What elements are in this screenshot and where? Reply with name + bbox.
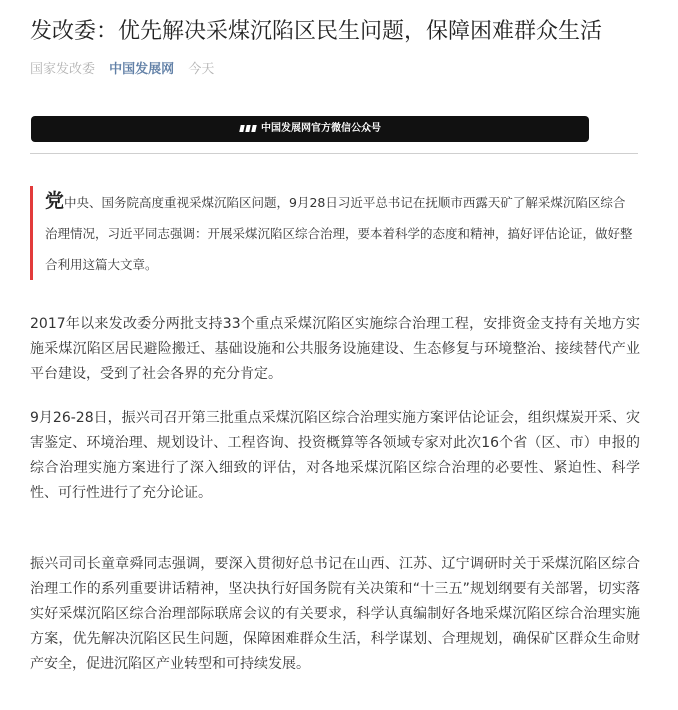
signal-bars-icon <box>239 116 257 142</box>
article-title: 发改委：优先解决采煤沉陷区民生问题，保障困难群众生活 <box>30 19 603 44</box>
article-meta <box>30 60 224 80</box>
paragraph: 9月26-28日，振兴司召开第三批重点采煤沉陷区综合治理实施方案评估论证会，组织煤炭开采、灾害鉴定、环境治理、规划设计、工程咨询、投资概算等各领域专家对此次16个省（区、市）申报的综合治理实施方案进行了深入细致的评估，对各地采煤沉陷区综合治理的必要性、紧迫性、科学性、可行性进行了充分论证。 <box>30 410 640 501</box>
publish-date: 今天 <box>188 62 215 77</box>
source-label: 国家发改委 <box>30 62 96 77</box>
lead-text <box>45 186 635 280</box>
paragraph: 振兴司司长童章舜同志强调，要深入贯彻好总书记在山西、江苏、辽宁调研时关于采煤沉陷区综合治理工作的系列重要讲话精神，坚决执行好国务院有关决策和“十三五”规划纲要有关部署，切实落实好采煤沉陷区综合治理部际联席会议的有关要求，科学认真编制好各地采煤沉陷区综合治理实施方案，优先解决沉陷区民生问题，保障困难群众生活，科学谋划、合理规划，确保矿区群众生命财产安全，促进沉陷区产业转型和可持续发展。 <box>30 556 640 672</box>
banner-text: 中国发展网官方微信公众号 <box>261 123 381 134</box>
lead-rest: 中央、国务院高度重视采煤沉陷区问题，9月28日习近平总书记在抚顺市西露天矿了解采煤沉陷区综合治理情况，习近平同志强调：开展采煤沉陷区综合治理，要本着科学的态度和精神，搞好评估论证，做好整合利用这篇大文章。 <box>45 195 633 272</box>
account-link[interactable]: 中国发展网 <box>109 62 175 77</box>
paragraph: 2017年以来发改委分两批支持33个重点采煤沉陷区实施综合治理工程，安排资金支持有关地方实施采煤沉陷区居民避险搬迁、基础设施和公共服务设施建设、生态修复与环境整治、接续替代产业平台建设，受到了社会各界的充分肯定。 <box>30 316 640 382</box>
lead-quote <box>30 186 633 280</box>
divider <box>30 153 638 154</box>
lead-first-char: 党 <box>45 190 65 212</box>
quote-accent-bar <box>30 186 33 280</box>
official-account-banner[interactable] <box>31 116 589 142</box>
